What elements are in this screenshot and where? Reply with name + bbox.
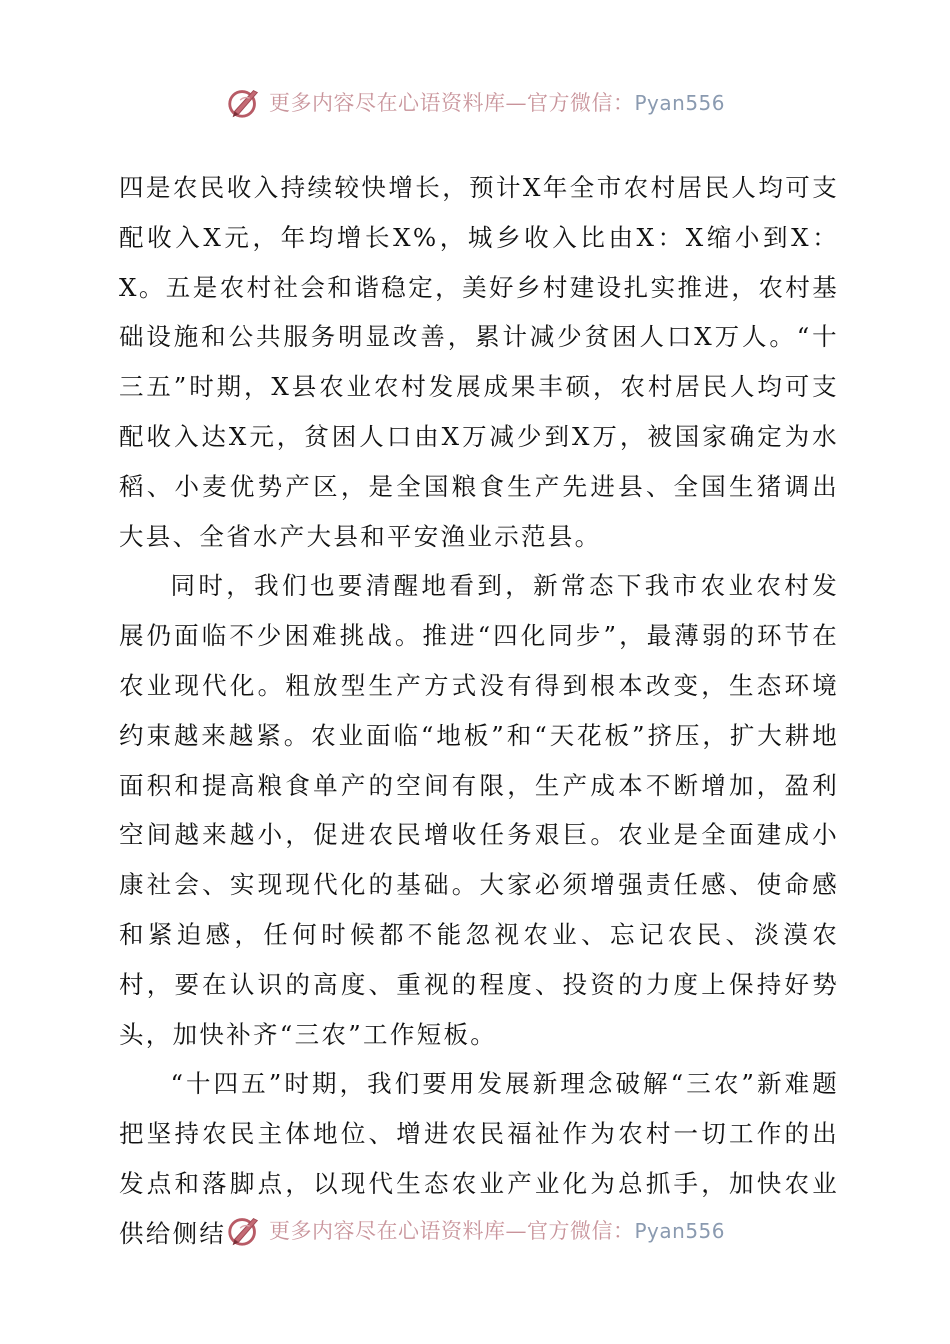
footer-watermark [0,1210,950,1250]
watermark-label: 更多内容尽在心语资料库—官方微信： [268,1219,635,1243]
paragraph-2: 同时，我们也要清醒地看到，新常态下我市农业农村发展仍面临不少困难挑战。推进“四化同步”，最薄弱的环节在农业现代化。粗放型生产方式没有得到根本改变，生态环境约束越来越紧。农业面临“地板”和“天花板”挤压，扩大耕地面积和提高粮食单产的空间有限，生产成本不断增加，盈利空间越来越小，促进农民增收任务艰巨。农业是全面建成小康社会、实现现代化的基础。大家必须增强责任感、使命感和紧迫感，任何时候都不能忽视农业、忘记农民、淡漠农村，要在认识的高度、重视的程度、投资的力度上保持好势头，加快补齐“三农”工作短板。 [119,571,839,1049]
wechat-id: Pyan556 [634,1219,725,1243]
paragraph-3: “十四五”时期，我们要用发展新理念破解“三农”新难题把坚持农民主体地位、增进农民福祉作为农村一切工作的出发点和落脚点，以现代生态农业产业化为总抓手，加快农业供给侧结 [119,1069,839,1248]
header-watermark [0,82,950,122]
paragraph-1: 四是农民收入持续较快增长，预计X年全市农村居民人均可支配收入X元，年均增长X%，城乡收入比由X：X缩小到X：X。五是农村社会和谐稳定，美好乡村建设扎实推进，农村基础设施和公共服务明显改善，累计减少贫困人口X万人。“十三五”时期，X县农业农村发展成果丰硕，农村居民人均可支配收入达X元，贫困人口由X万减少到X万，被国家确定为水稻、小麦优势产区，是全国粮食生产先进县、全国生猪调出大县、全省水产大县和平安渔业示范县。 [119,173,839,551]
document-body [119,163,839,1259]
watermark-label: 更多内容尽在心语资料库—官方微信： [268,91,635,115]
pen-logo-icon [225,83,263,121]
pen-logo-icon [225,1211,263,1249]
wechat-id: Pyan556 [634,91,725,115]
watermark-text [269,1215,725,1245]
watermark-text [269,87,725,117]
